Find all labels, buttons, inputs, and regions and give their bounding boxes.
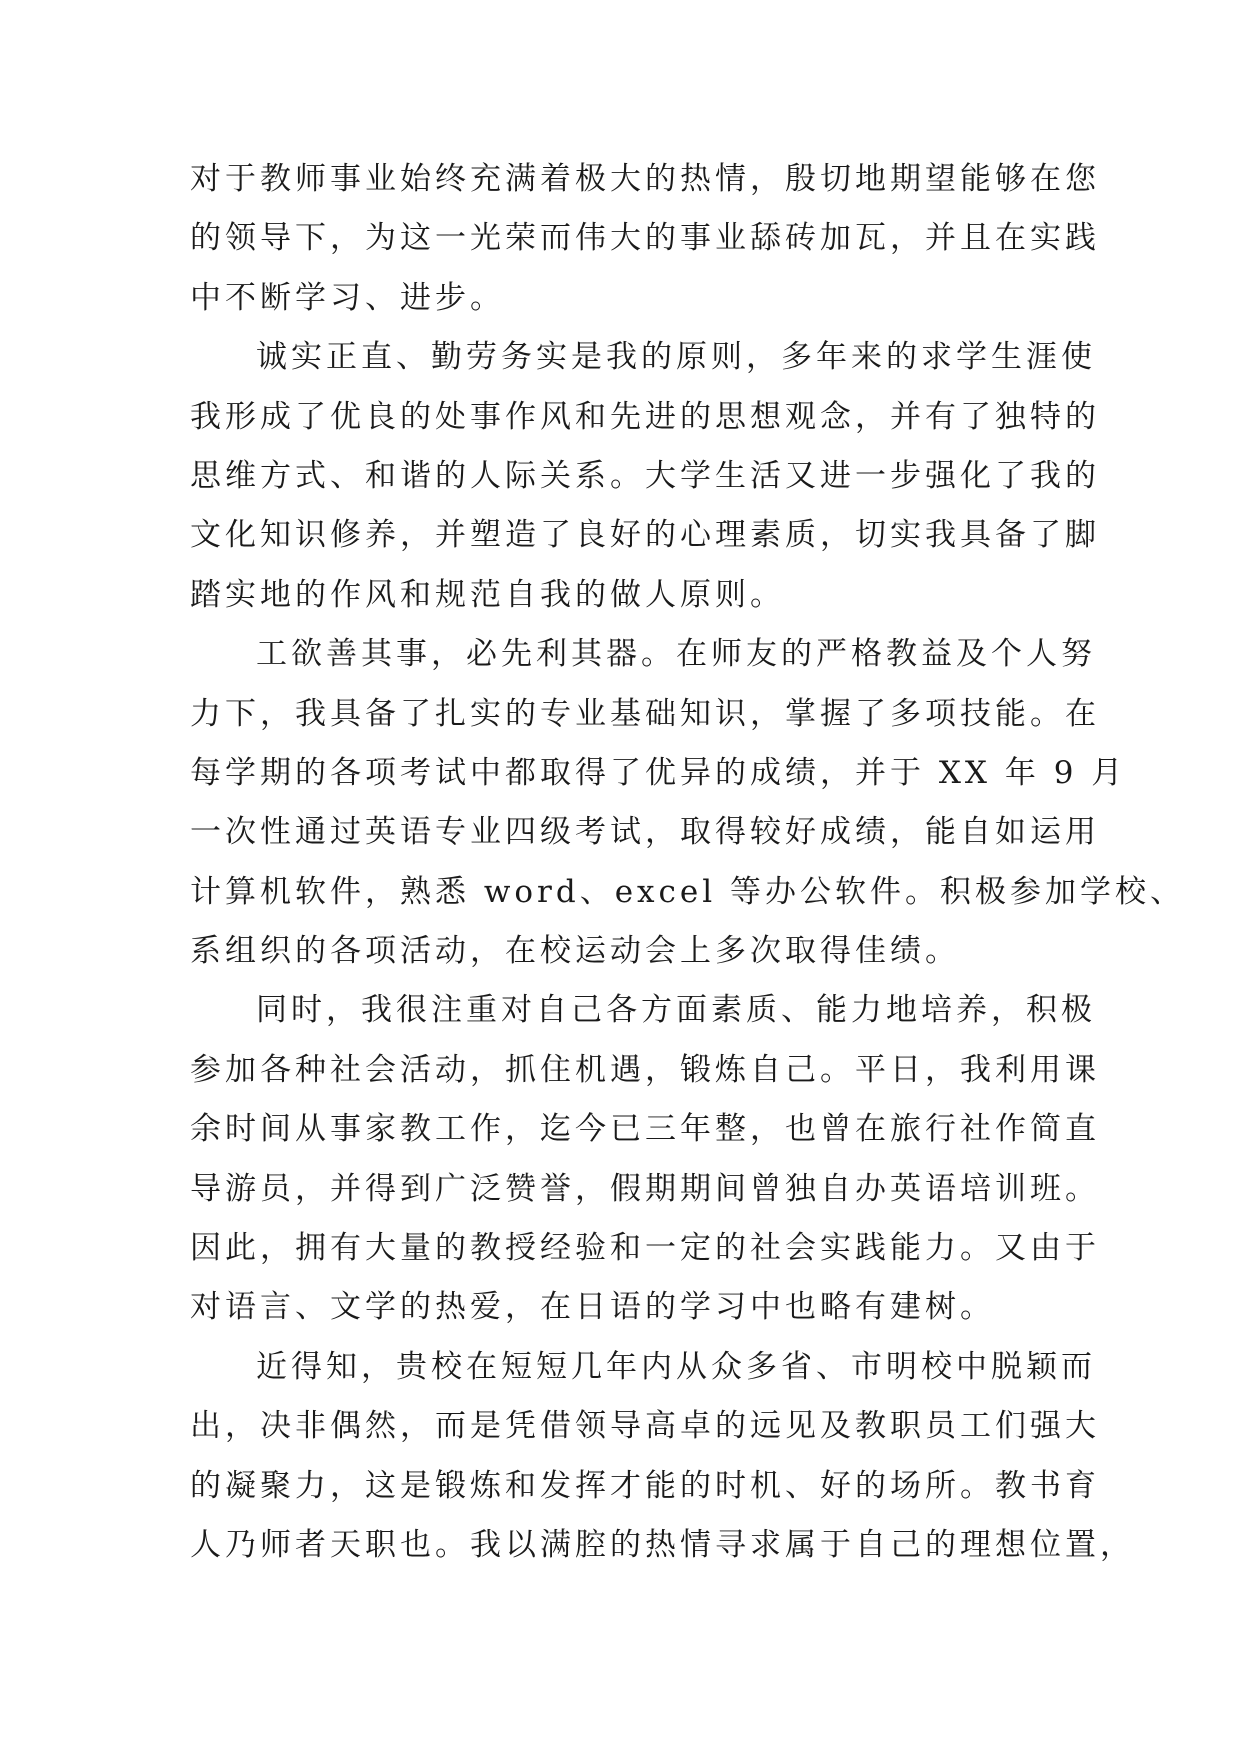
- text-line: 出，决非偶然，而是凭借领导高卓的远见及教职员工们强大: [190, 1408, 1100, 1445]
- text-line: 诚实正直、勤劳务实是我的原则，多年来的求学生涯使: [256, 339, 1096, 376]
- text-line: 文化知识修养，并塑造了良好的心理素质，切实我具备了脚: [190, 517, 1100, 554]
- text-line: 力下，我具备了扎实的专业基础知识，掌握了多项技能。在: [190, 695, 1100, 732]
- text-line: 工欲善其事，必先利其器。在师友的严格教益及个人努: [256, 636, 1096, 673]
- text-line: 参加各种社会活动，抓住机遇，锻炼自己。平日，我利用课: [190, 1051, 1100, 1088]
- text-line: 余时间从事家教工作，迄今已三年整，也曾在旅行社作简直: [190, 1111, 1100, 1148]
- text-line: 一次性通过英语专业四级考试，取得较好成绩，能自如运用: [190, 814, 1100, 851]
- text-line: 同时，我很注重对自己各方面素质、能力地培养，积极: [256, 992, 1096, 1029]
- text-line: 对于教师事业始终充满着极大的热情，殷切地期望能够在您: [190, 161, 1100, 197]
- document-body: [190, 150, 1186, 1575]
- text-line: 思维方式、和谐的人际关系。大学生活又进一步强化了我的: [190, 457, 1100, 494]
- text-line: 近得知，贵校在短短几年内从众多省、市明校中脱颖而: [256, 1348, 1096, 1385]
- text-line: 踏实地的作风和规范自我的做人原则。: [190, 576, 785, 613]
- text-line: 计算机软件，熟悉 word、excel 等办公软件。积极参加学校、: [190, 873, 1186, 910]
- text-line: 导游员，并得到广泛赞誉，假期期间曾独自办英语培训班。: [190, 1170, 1100, 1207]
- text-line: 的凝聚力，这是锻炼和发挥才能的时机、好的场所。教书育: [190, 1467, 1100, 1504]
- text-line: 每学期的各项考试中都取得了优异的成绩，并于 XX 年 9 月: [190, 754, 1127, 791]
- text-line: 中不断学习、进步。: [190, 279, 505, 316]
- text-line: 我形成了优良的处事作风和先进的思想观念，并有了独特的: [190, 398, 1100, 435]
- text-line: 的领导下，为这一光荣而伟大的事业舔砖加瓦，并且在实践: [190, 220, 1100, 257]
- text-line: 因此，拥有大量的教授经验和一定的社会实践能力。又由于: [190, 1230, 1100, 1267]
- text-line: 系组织的各项活动，在校运动会上多次取得佳绩。: [190, 933, 960, 970]
- text-line: 对语言、文学的热爱，在日语的学习中也略有建树。: [190, 1289, 995, 1326]
- text-line: 人乃师者天职也。我以满腔的热情寻求属于自己的理想位置，: [190, 1526, 1135, 1563]
